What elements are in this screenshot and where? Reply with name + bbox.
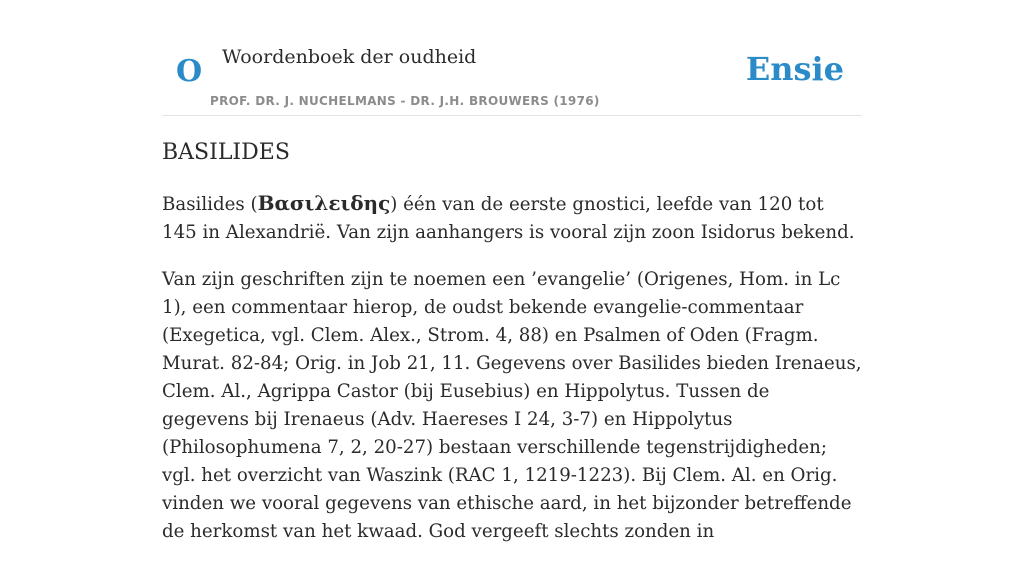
article-paragraph-1 [162, 189, 862, 247]
book-title[interactable]: Woordenboek der oudheid [222, 46, 477, 68]
greek-term: Βασιλειδης [257, 191, 391, 215]
paragraph-1-rest: ) één van de eerste gnostici, leefde van 120 tot 145 in Alexandrië. Van zijn aanhangers is vooral zijn zoon Isidorus bekend. [162, 194, 855, 243]
lemma-title: BASILIDES [162, 140, 290, 165]
book-authors: PROF. DR. J. NUCHELMANS - DR. J.H. BROUWERS (1976) [210, 94, 600, 108]
article [162, 140, 862, 565]
letter-o-link[interactable]: O [176, 54, 203, 89]
article-paragraph-2: Van zijn geschriften zijn te noemen een ’evangelie’ (Origenes, Hom. in Lc 1), een commentaar hierop, de oudst bekende evangelie-commentaar (Exegetica, vgl. Clem. Alex., Strom. 4, 88) en Psalmen of Oden (Fragm. Murat. 82-84; Orig. in Job 21, 11. Gegevens over Basilides bieden Irenaeus, Clem. Al., Agrippa Castor (bij Eusebius) en Hippolytus. Tussen de gegevens bij Irenaeus (Adv. Haereses I 24, 3-7) en Hippolytus (Philosophumena 7, 2, 20-27) bestaan verschillende tegenstrijdigheden; vgl. het overzicht van Waszink (RAC 1, 1219-1223). Bij Clem. Al. en Orig. vinden we vooral gegevens van ethische aard, in het bijzonder betreffende de herkomst van het kwaad. God vergeeft slechts zonden in [162, 269, 862, 542]
paragraph-1-start: Basilides ( [162, 194, 258, 215]
header [162, 40, 862, 116]
ensie-logo-link[interactable]: Ensie [745, 50, 844, 88]
